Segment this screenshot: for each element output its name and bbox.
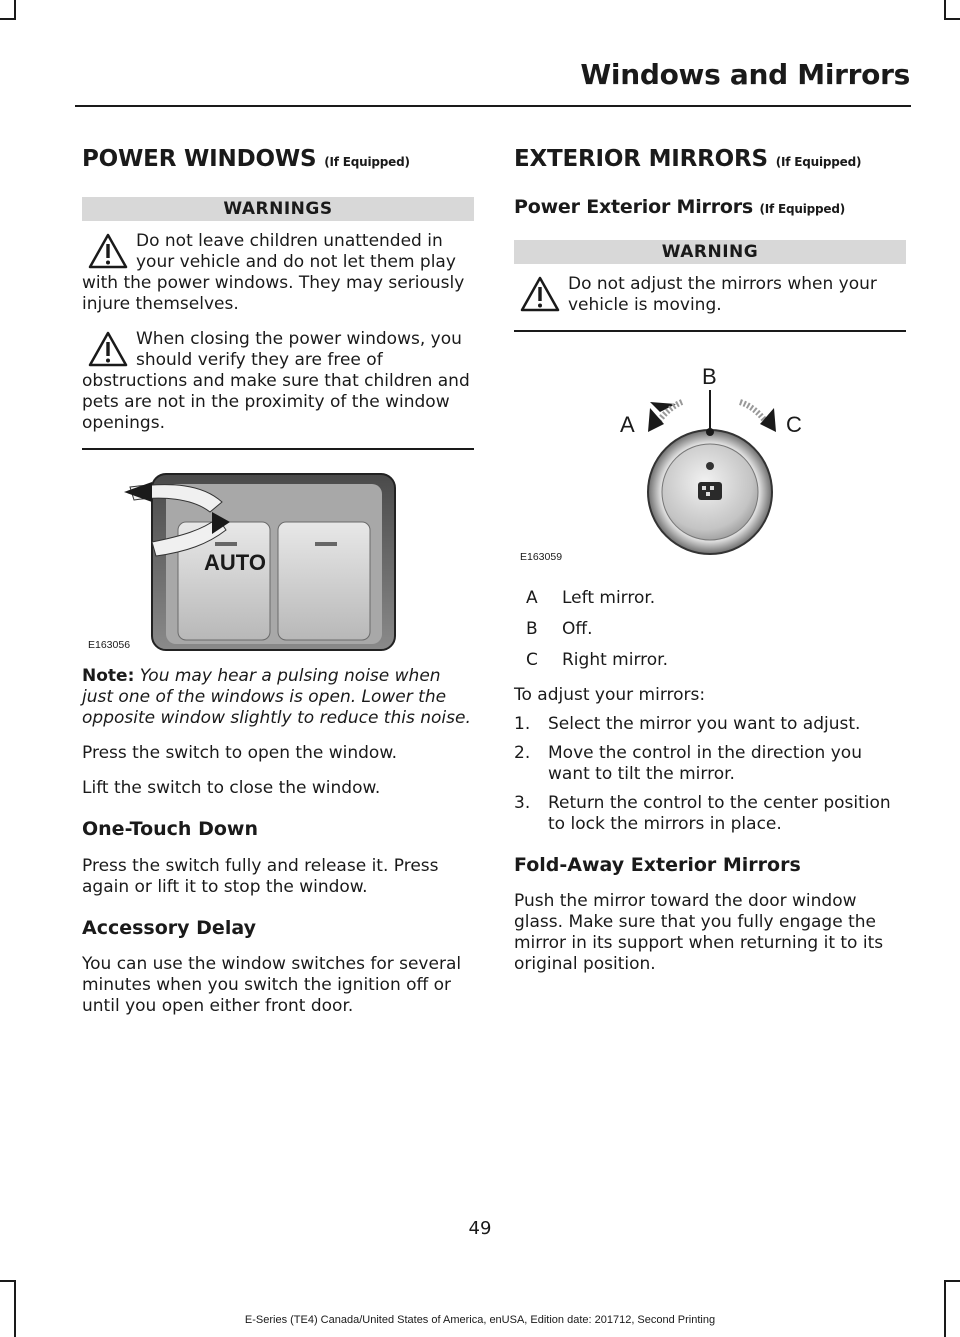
crop-mark — [14, 1280, 16, 1337]
warnings-block — [82, 231, 474, 450]
footer: E-Series (TE4) Canada/United States of America, enUSA, Edition date: 201712, Second Printing — [244, 1314, 716, 1326]
warning-item: Do not leave children unattended in your vehicle and do not let them play with the power windows. They may seriously injure themselves. — [82, 230, 465, 314]
fold-away-text: Push the mirror toward the door window glass. Make sure that you fully engage the mirror in its support when returning it to its original position. — [514, 891, 884, 975]
accessory-delay-text: You can use the window switches for several minutes when you switch the ignition off or until you open either front door. — [82, 954, 462, 1017]
crop-mark — [944, 1280, 946, 1337]
legend-item: C Right mirror. — [526, 649, 668, 670]
left-column — [82, 145, 474, 1017]
figure-legend — [514, 588, 906, 671]
warning-item: Do not adjust the mirrors when your vehicle is moving. — [514, 274, 906, 316]
crop-mark — [946, 18, 960, 20]
step-item: 1. Select the mirror you want to adjust. — [514, 713, 861, 734]
warning-icon — [520, 276, 560, 312]
header-rule — [75, 105, 911, 107]
fold-away-heading: Fold-Away Exterior Mirrors — [514, 853, 801, 876]
step-item: 2. Move the control in the direction you want to tilt the mirror. — [514, 742, 862, 784]
page-title: Windows and Mirrors — [580, 58, 910, 91]
crop-mark — [0, 1280, 14, 1282]
figure-id: E163059 — [520, 550, 563, 562]
callout-b: B — [702, 363, 717, 389]
crop-mark — [14, 0, 16, 20]
power-mirrors-heading: Power Exterior Mirrors (If Equipped) — [514, 195, 846, 218]
legend-item: B Off. — [526, 618, 593, 639]
callout-c: C — [786, 411, 802, 437]
window-switch-illustration — [82, 472, 474, 652]
window-switch-figure — [82, 472, 474, 652]
left-arrow-icon — [648, 402, 682, 432]
crop-mark — [0, 18, 14, 20]
right-arrow-icon — [740, 402, 776, 432]
mirror-control-illustration — [514, 362, 906, 562]
adjust-intro: To adjust your mirrors: — [514, 684, 706, 705]
crop-mark — [946, 1280, 960, 1282]
power-windows-heading: POWER WINDOWS (If Equipped) — [82, 146, 410, 172]
right-column — [514, 145, 906, 975]
page-number: 49 — [468, 1218, 492, 1239]
figure-id: E163056 — [88, 638, 131, 651]
exterior-mirrors-heading: EXTERIOR MIRRORS (If Equipped) — [514, 146, 862, 172]
crop-mark — [944, 0, 946, 20]
warning-item: When closing the power windows, you should verify they are free of obstructions and make sure that children and pets are not in the proximity of the window openings. — [82, 328, 470, 433]
open-instruction: Press the switch to open the window. — [82, 742, 398, 763]
one-touch-heading: One-Touch Down — [82, 817, 258, 840]
callout-a: A — [620, 411, 635, 437]
accessory-delay-heading: Accessory Delay — [82, 916, 256, 939]
warnings-title: WARNINGS — [82, 197, 474, 221]
note: Note: You may hear a pulsing noise when just one of the windows is open. Lower the opposite window slightly to reduce this noise. — [82, 665, 471, 728]
warning-icon — [88, 331, 128, 367]
one-touch-text: Press the switch fully and release it. Press again or lift it to stop the window. — [82, 855, 439, 897]
warning-title: WARNING — [514, 240, 906, 264]
warning-block — [514, 274, 906, 332]
mirror-control-figure — [514, 362, 906, 562]
auto-label: AUTO — [204, 549, 266, 575]
close-instruction: Lift the switch to close the window. — [82, 777, 381, 798]
step-item: 3. Return the control to the center position to lock the mirrors in place. — [514, 792, 891, 834]
adjust-steps — [514, 714, 906, 835]
legend-item: A Left mirror. — [526, 587, 656, 608]
warning-icon — [88, 233, 128, 269]
